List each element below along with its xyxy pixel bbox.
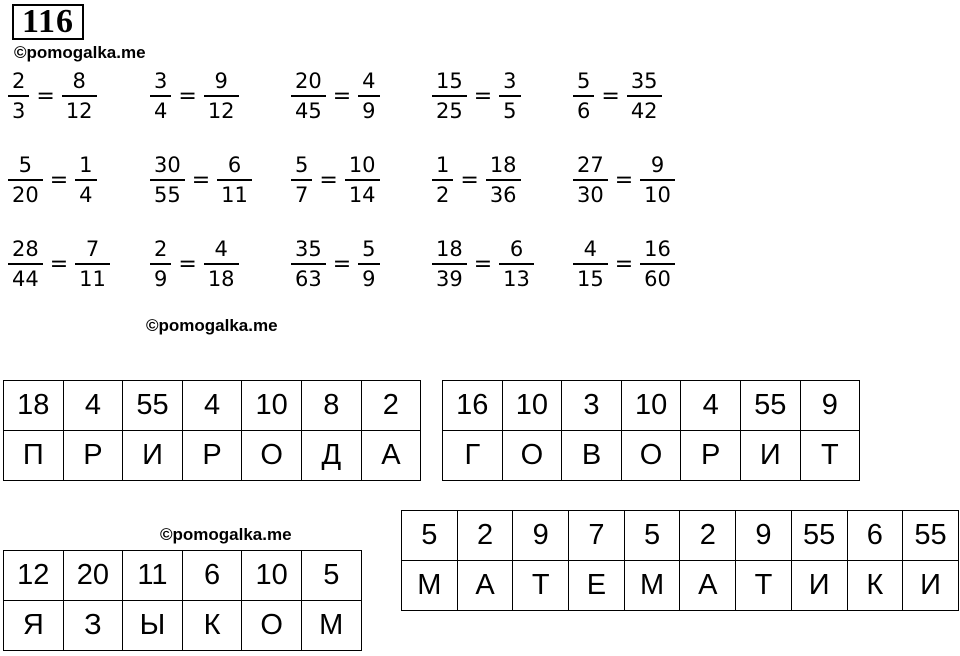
letter-cell: О bbox=[621, 431, 681, 481]
letter-cell: З bbox=[63, 601, 123, 651]
number-row bbox=[4, 551, 362, 601]
numerator: 35 bbox=[295, 237, 322, 261]
numerator: 7 bbox=[85, 237, 100, 261]
letter-cell: И bbox=[123, 431, 183, 481]
denominator: 7 bbox=[295, 183, 309, 207]
fraction-equation bbox=[291, 68, 380, 124]
letter-cell: И bbox=[903, 561, 959, 611]
denominator: 36 bbox=[489, 183, 517, 207]
fraction-bar bbox=[75, 263, 110, 265]
number-cell: 6 bbox=[847, 511, 903, 561]
number-cell: 3 bbox=[562, 381, 622, 431]
left-fraction bbox=[291, 68, 326, 124]
letter-row bbox=[4, 601, 362, 651]
letter-cell: О bbox=[242, 431, 302, 481]
left-fraction bbox=[573, 152, 608, 208]
number-cell: 10 bbox=[242, 381, 302, 431]
denominator: 14 bbox=[348, 183, 376, 207]
number-cell: 55 bbox=[903, 511, 959, 561]
numerator: 2 bbox=[12, 69, 26, 93]
left-fraction bbox=[150, 152, 185, 208]
fraction-bar bbox=[204, 263, 239, 265]
numerator: 10 bbox=[348, 153, 376, 177]
numerator: 8 bbox=[72, 69, 86, 93]
number-cell: 4 bbox=[681, 381, 741, 431]
fraction-equation bbox=[8, 68, 97, 124]
fraction-bar bbox=[291, 263, 326, 265]
letter-cell: А bbox=[457, 561, 513, 611]
fraction-bar bbox=[358, 95, 379, 97]
equals-sign: = bbox=[332, 251, 352, 277]
fraction-bar bbox=[150, 263, 171, 265]
denominator: 42 bbox=[630, 99, 658, 123]
fraction-equation bbox=[432, 152, 521, 208]
denominator: 30 bbox=[577, 183, 604, 207]
fraction-bar bbox=[217, 179, 252, 181]
numerator: 9 bbox=[650, 153, 665, 177]
denominator: 15 bbox=[577, 267, 604, 291]
equals-sign: = bbox=[332, 83, 352, 109]
numerator: 28 bbox=[12, 237, 39, 261]
fraction-bar bbox=[486, 179, 521, 181]
letter-row bbox=[443, 431, 860, 481]
number-cell: 16 bbox=[443, 381, 503, 431]
cipher-table-3 bbox=[3, 550, 362, 651]
number-cell: 11 bbox=[123, 551, 183, 601]
left-fraction bbox=[150, 68, 171, 124]
letter-cell: Е bbox=[569, 561, 625, 611]
watermark-lower: ©pomogalka.me bbox=[160, 525, 292, 544]
equals-sign: = bbox=[601, 83, 620, 109]
right-fraction bbox=[358, 68, 379, 124]
right-fraction bbox=[358, 236, 379, 292]
numerator: 16 bbox=[644, 237, 671, 261]
numerator: 1 bbox=[79, 153, 93, 177]
left-fraction bbox=[291, 152, 312, 208]
equals-sign: = bbox=[178, 83, 197, 109]
letter-cell: А bbox=[680, 561, 736, 611]
denominator: 2 bbox=[436, 183, 450, 207]
fraction-equation bbox=[150, 68, 239, 124]
denominator: 25 bbox=[436, 99, 463, 123]
letter-cell: Р bbox=[681, 431, 741, 481]
number-cell: 55 bbox=[740, 381, 800, 431]
fraction-bar bbox=[8, 95, 29, 97]
fraction-bar bbox=[432, 263, 467, 265]
equals-sign: = bbox=[473, 83, 493, 109]
numerator: 5 bbox=[362, 237, 376, 261]
right-fraction bbox=[75, 236, 110, 292]
letter-cell: К bbox=[847, 561, 903, 611]
numerator: 2 bbox=[154, 237, 168, 261]
right-fraction bbox=[627, 68, 662, 124]
left-fraction bbox=[291, 236, 326, 292]
fraction-bar bbox=[640, 179, 675, 181]
numerator: 27 bbox=[577, 153, 604, 177]
fraction-equation bbox=[432, 68, 521, 124]
number-cell: 2 bbox=[457, 511, 513, 561]
number-cell: 9 bbox=[736, 511, 792, 561]
fraction-bar bbox=[62, 95, 97, 97]
number-cell: 7 bbox=[569, 511, 625, 561]
right-fraction bbox=[640, 236, 675, 292]
number-cell: 9 bbox=[513, 511, 569, 561]
numerator: 3 bbox=[503, 69, 517, 93]
number-cell: 55 bbox=[791, 511, 847, 561]
number-cell: 9 bbox=[800, 381, 860, 431]
fraction-equation bbox=[291, 152, 380, 208]
denominator: 4 bbox=[79, 183, 93, 207]
numerator: 5 bbox=[295, 153, 309, 177]
right-fraction bbox=[75, 152, 96, 208]
equals-sign: = bbox=[614, 251, 634, 277]
letter-cell: И bbox=[740, 431, 800, 481]
numerator: 20 bbox=[295, 69, 322, 93]
numerator: 4 bbox=[583, 237, 598, 261]
letter-cell: Т bbox=[736, 561, 792, 611]
right-fraction bbox=[640, 152, 675, 208]
number-cell: 4 bbox=[63, 381, 123, 431]
denominator: 45 bbox=[295, 99, 322, 123]
number-cell: 10 bbox=[621, 381, 681, 431]
letter-cell: Р bbox=[63, 431, 123, 481]
cipher-table-4 bbox=[401, 510, 959, 611]
equals-sign: = bbox=[49, 251, 69, 277]
numerator: 4 bbox=[214, 237, 228, 261]
denominator: 55 bbox=[154, 183, 181, 207]
fraction-bar bbox=[499, 95, 520, 97]
fraction-bar bbox=[358, 263, 379, 265]
left-fraction bbox=[150, 236, 171, 292]
numerator: 18 bbox=[436, 237, 463, 261]
fraction-bar bbox=[291, 179, 312, 181]
letter-cell: Ы bbox=[123, 601, 183, 651]
fraction-bar bbox=[640, 263, 675, 265]
denominator: 39 bbox=[436, 267, 463, 291]
left-fraction bbox=[432, 152, 453, 208]
left-fraction bbox=[432, 68, 467, 124]
letter-cell: Д bbox=[301, 431, 361, 481]
fraction-bar bbox=[573, 95, 594, 97]
right-fraction bbox=[499, 68, 520, 124]
task-number: 116 bbox=[12, 4, 84, 40]
fraction-equation bbox=[573, 68, 662, 124]
number-cell: 20 bbox=[63, 551, 123, 601]
left-fraction bbox=[432, 236, 467, 292]
numerator: 35 bbox=[630, 69, 658, 93]
fraction-equation bbox=[150, 152, 252, 208]
numerator: 9 bbox=[214, 69, 228, 93]
denominator: 9 bbox=[362, 267, 376, 291]
numerator: 18 bbox=[489, 153, 517, 177]
fraction-bar bbox=[150, 179, 185, 181]
right-fraction bbox=[217, 152, 252, 208]
fraction-equation bbox=[573, 236, 675, 292]
fraction-bar bbox=[499, 263, 534, 265]
number-cell: 5 bbox=[624, 511, 680, 561]
numerator: 5 bbox=[18, 153, 33, 177]
fraction-bar bbox=[204, 95, 239, 97]
numerator: 6 bbox=[227, 153, 242, 177]
denominator: 9 bbox=[362, 99, 376, 123]
numerator: 30 bbox=[154, 153, 181, 177]
number-row bbox=[402, 511, 959, 561]
number-cell: 2 bbox=[361, 381, 421, 431]
number-cell: 5 bbox=[301, 551, 361, 601]
fraction-equation bbox=[8, 236, 110, 292]
denominator: 60 bbox=[644, 267, 671, 291]
denominator: 6 bbox=[577, 99, 591, 123]
number-cell: 5 bbox=[402, 511, 458, 561]
fraction-equation bbox=[291, 236, 380, 292]
right-fraction bbox=[204, 236, 239, 292]
left-fraction bbox=[8, 152, 43, 208]
number-row bbox=[4, 381, 421, 431]
fraction-bar bbox=[150, 95, 171, 97]
denominator: 12 bbox=[207, 99, 235, 123]
number-cell: 55 bbox=[123, 381, 183, 431]
numerator: 6 bbox=[509, 237, 524, 261]
watermark-top: ©pomogalka.me bbox=[14, 43, 146, 62]
letter-cell: О bbox=[502, 431, 562, 481]
equals-sign: = bbox=[319, 167, 338, 193]
denominator: 9 bbox=[154, 267, 168, 291]
equals-sign: = bbox=[178, 251, 197, 277]
equals-sign: = bbox=[614, 167, 634, 193]
right-fraction bbox=[486, 152, 521, 208]
denominator: 44 bbox=[12, 267, 39, 291]
fraction-equation bbox=[573, 152, 675, 208]
letter-cell: И bbox=[791, 561, 847, 611]
number-cell: 12 bbox=[4, 551, 64, 601]
right-fraction bbox=[204, 68, 239, 124]
letter-cell: К bbox=[182, 601, 242, 651]
fraction-bar bbox=[345, 179, 380, 181]
equals-sign: = bbox=[49, 167, 69, 193]
letter-cell: Г bbox=[443, 431, 503, 481]
fraction-equation bbox=[150, 236, 239, 292]
equals-sign: = bbox=[36, 83, 55, 109]
denominator: 13 bbox=[503, 267, 530, 291]
equals-sign: = bbox=[191, 167, 211, 193]
fraction-equation bbox=[8, 152, 97, 208]
denominator: 5 bbox=[503, 99, 517, 123]
denominator: 4 bbox=[154, 99, 168, 123]
denominator: 12 bbox=[65, 99, 93, 123]
denominator: 18 bbox=[207, 267, 235, 291]
fraction-bar bbox=[627, 95, 662, 97]
left-fraction bbox=[8, 236, 43, 292]
numerator: 4 bbox=[362, 69, 376, 93]
letter-cell: М bbox=[624, 561, 680, 611]
denominator: 10 bbox=[644, 183, 671, 207]
letter-row bbox=[402, 561, 959, 611]
numerator: 5 bbox=[577, 69, 591, 93]
numerator: 3 bbox=[154, 69, 168, 93]
numerator: 15 bbox=[436, 69, 463, 93]
number-cell: 6 bbox=[182, 551, 242, 601]
letter-row bbox=[4, 431, 421, 481]
number-cell: 2 bbox=[680, 511, 736, 561]
letter-cell: В bbox=[562, 431, 622, 481]
letter-cell: Я bbox=[4, 601, 64, 651]
denominator: 11 bbox=[79, 267, 106, 291]
denominator: 3 bbox=[12, 99, 26, 123]
right-fraction bbox=[62, 68, 97, 124]
letter-cell: О bbox=[242, 601, 302, 651]
right-fraction bbox=[499, 236, 534, 292]
number-cell: 10 bbox=[502, 381, 562, 431]
number-cell: 10 bbox=[242, 551, 302, 601]
watermark-middle: ©pomogalka.me bbox=[146, 316, 278, 335]
right-fraction bbox=[345, 152, 380, 208]
fraction-bar bbox=[8, 179, 43, 181]
denominator: 20 bbox=[12, 183, 39, 207]
cipher-table-1 bbox=[3, 380, 421, 481]
number-row bbox=[443, 381, 860, 431]
fraction-bar bbox=[432, 95, 467, 97]
number-cell: 4 bbox=[182, 381, 242, 431]
letter-cell: П bbox=[4, 431, 64, 481]
numerator: 1 bbox=[436, 153, 450, 177]
fraction-bar bbox=[291, 95, 326, 97]
fraction-bar bbox=[573, 179, 608, 181]
letter-cell: Р bbox=[182, 431, 242, 481]
number-cell: 18 bbox=[4, 381, 64, 431]
denominator: 63 bbox=[295, 267, 322, 291]
letter-cell: Т bbox=[800, 431, 860, 481]
letter-cell: М bbox=[402, 561, 458, 611]
left-fraction bbox=[573, 68, 594, 124]
left-fraction bbox=[8, 68, 29, 124]
letter-cell: М bbox=[301, 601, 361, 651]
letter-cell: Т bbox=[513, 561, 569, 611]
cipher-table-2 bbox=[442, 380, 860, 481]
left-fraction bbox=[573, 236, 608, 292]
equals-sign: = bbox=[473, 251, 493, 277]
fraction-bar bbox=[8, 263, 43, 265]
fraction-bar bbox=[432, 179, 453, 181]
number-cell: 8 bbox=[301, 381, 361, 431]
fraction-bar bbox=[573, 263, 608, 265]
letter-cell: А bbox=[361, 431, 421, 481]
fraction-bar bbox=[75, 179, 96, 181]
denominator: 11 bbox=[221, 183, 248, 207]
fraction-equation bbox=[432, 236, 534, 292]
equals-sign: = bbox=[460, 167, 479, 193]
